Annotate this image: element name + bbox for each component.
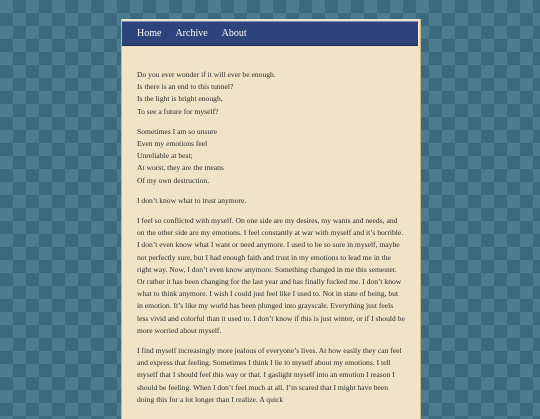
post-paragraph: I don’t know what to trust anymore. [137, 195, 247, 205]
nav-about-link[interactable]: About [221, 28, 247, 39]
nav-archive-link[interactable]: Archive [175, 28, 208, 39]
poem-line: Even my emotions feel [137, 139, 208, 149]
poem-line: Unreliable at best; [137, 151, 193, 161]
poem-line: Is the light is bright enough, [137, 94, 223, 104]
top-nav [122, 21, 418, 46]
poem-line: Of my own destruction. [137, 175, 210, 185]
post-paragraph: I find myself increasingly more jealous of everyone’s lives. At how easily they can feel and express that feeling. Sometimes I think I lie to myself about my emotions. I tell myself that I should feel this way or that. I gaslight myself into an emotion I reason I should be feeling. When I don’t feel much at all. I’m scared that I might have been doing this for a lot longer than I realize. A quick [137, 346, 402, 404]
post-paragraph: I feel so conflicted with myself. On one side are my desires, my wants and needs, and on the other side are my emotions. I feel constantly at war with myself and it’s horrible. I don’t even know what I want or need anymore. I used to be so sure in myself, maybe not perfectly sure, but I had enough faith and trust in my emotions to lead me in the right way. Now, I don’t even know anymore. Something changed in me this semester. Or rather it has been changing for the last year and has finally fucked me. I don’t know what to think anymore. I wish I could just feel like I used to. Not in state of being, but in emotion. It’s like my world has been plunged into grayscale. Everything just feels less vivid and colorful than it used to. I don’t know if this is just winter, or if I should be more worried about myself. [137, 216, 405, 335]
poem-line: Sometimes I am so unsure [137, 126, 218, 136]
post-body [137, 61, 405, 414]
poem-line: To see a future for myself? [137, 106, 219, 116]
poem-line: Is there is an end to this tunnel? [137, 82, 234, 92]
poem-line: Do you ever wonder if it will ever be enough. [137, 70, 276, 79]
nav-home-link[interactable]: Home [137, 28, 162, 39]
poem-line: At worst, they are the means [137, 163, 224, 173]
